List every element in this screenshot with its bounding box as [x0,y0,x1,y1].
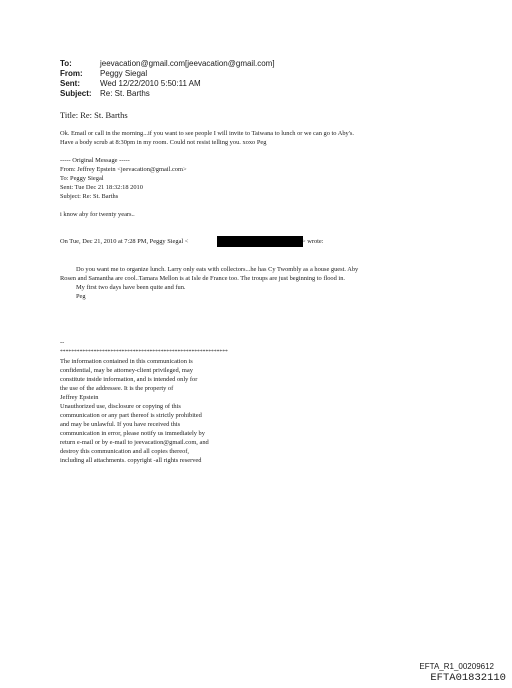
reply-line-1: Ok. Email or call in the morning...if you want to see people I will invite to Taiwana to lunch or we can go to Aby's. [60,130,354,137]
bates-reference-small: EFTA_R1_00209612 [419,662,494,671]
disclaimer-line: return e-mail or by e-mail to jeevacation@gmail.com, and [60,439,209,446]
quote-intro-end: > wrote: [302,238,324,245]
signature-stars: ************************************************************ [60,349,228,355]
disclaimer-line: The information contained in this communication is [60,358,193,365]
disclaimer-line: constitute inside information, and is intended only for [60,376,198,383]
subject-row [60,89,275,99]
disclaimer-line: destroy this communication and all copies thereof, [60,448,190,455]
disclaimer-line: communication in error, please notify us immediately by [60,430,205,437]
original-divider: ----- Original Message ----- [60,157,130,164]
quote-line-2: Rosen and Samantha are cool..Tamara Mellon is at Isle de France too. The troups are just beginning to flood in. [60,275,345,282]
email-title: Title: Re: St. Barths [60,110,128,120]
subject-value: Re: St. Barths [100,89,150,98]
sent-label: Sent: [60,79,80,88]
disclaimer-line: Jeffrey Epstein [60,394,99,401]
disclaimer-line: communication or any part thereof is strictly prohibited [60,412,202,419]
bates-reference-large: EFTA01832110 [430,672,506,684]
sent-row [60,79,275,89]
to-value: jeevacation@gmail.com[jeevacation@gmail.com] [100,59,275,68]
disclaimer-line: Unauthorized use, disclosure or copying of this [60,403,181,410]
original-sent: Sent: Tue Dec 21 18:32:18 2010 [60,184,143,191]
signature-dashes: -- [60,339,65,346]
original-to: To: Peggy Siegal [60,175,104,182]
disclaimer-line: the use of the addressee. It is the property of [60,385,174,392]
sent-value: Wed 12/22/2010 5:50:11 AM [100,79,201,88]
original-subject: Subject: Re: St. Barths [60,193,119,200]
disclaimer-line: and may be unlawful. If you have received this [60,421,181,428]
email-header [60,59,275,99]
original-from: From: Jeffrey Epstein <jeevacation@gmail.com> [60,166,187,173]
subject-label: Subject: [60,89,92,98]
disclaimer-line: confidential, may be attorney-client privileged, may [60,367,193,374]
to-label: To: [60,59,72,68]
from-row [60,69,275,79]
quote-line-4: Peg [76,293,86,300]
to-row [60,59,275,69]
disclaimer-line: including all attachments. copyright -all rights reserved [60,457,202,464]
original-body: i know aby for twenty years.. [60,211,135,218]
redaction-box [217,236,303,247]
quote-line-1: Do you want me to organize lunch. Larry only eats with collectors...he has Cy Twombly as a house guest. Aby [76,266,359,273]
quote-intro-start: On Tue, Dec 21, 2010 at 7:28 PM, Peggy Siegal < [60,238,189,245]
from-label: From: [60,69,83,78]
reply-line-2: Have a body scrub at 8:30pm in my room. Could not resist telling you. xoxo Peg [60,139,267,146]
from-value: Peggy Siegal [100,69,148,78]
quote-line-3: My first two days have been quite and fun. [76,284,186,291]
